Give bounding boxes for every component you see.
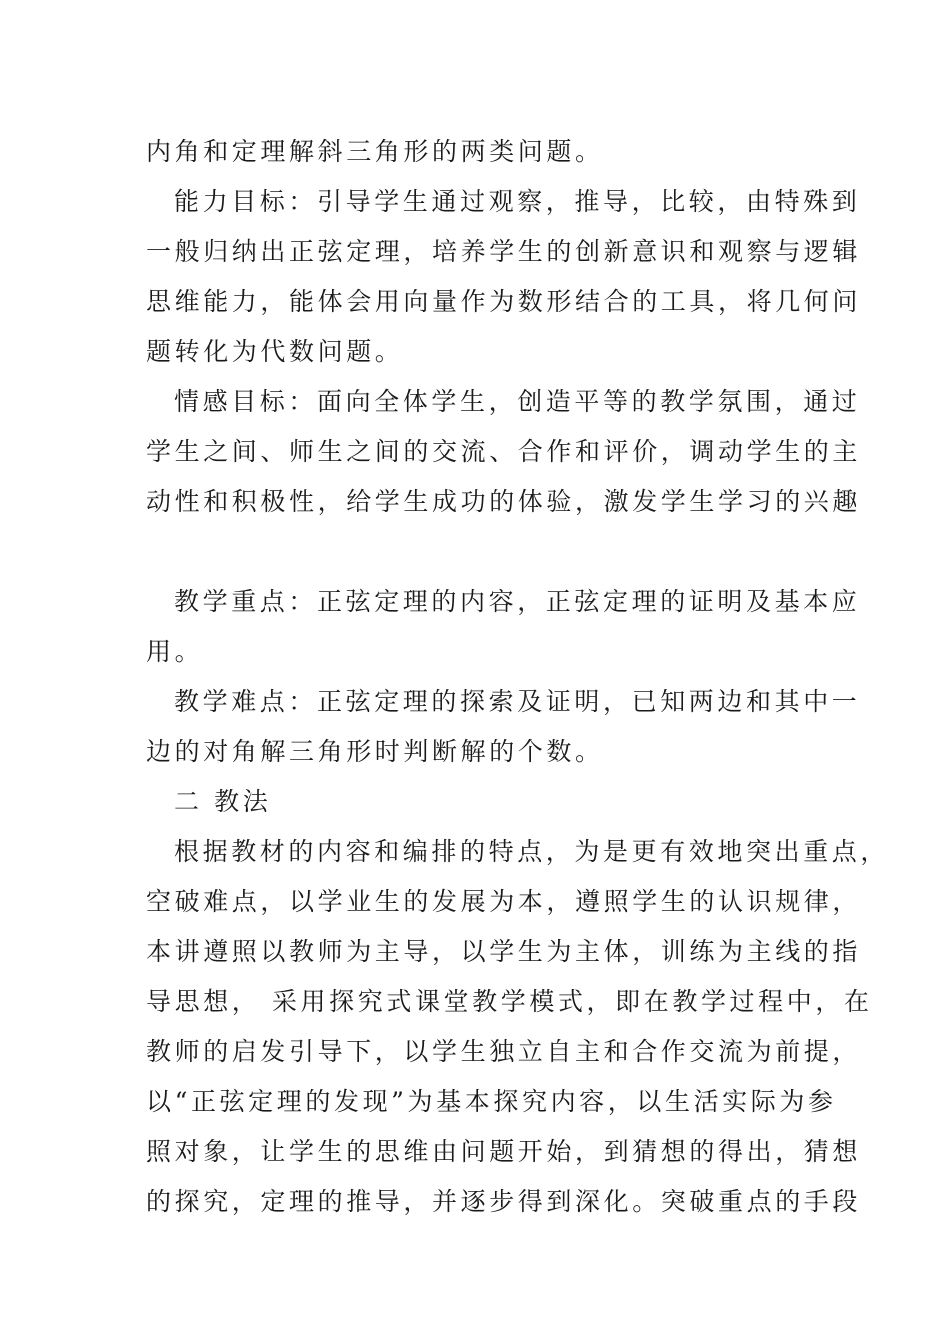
text-line: 导思想， 采用探究式课堂教学模式，即在教学过程中，在 [146,987,873,1016]
text-line: 本讲遵照以教师为主导，以学生为主体，训练为主线的指 [146,937,862,966]
text-line: 题转化为代数问题。 [146,337,404,366]
text-line: 的探究，定理的推导，并逐步得到深化。突破重点的手段 [146,1187,862,1216]
text-line: 边的对角解三角形时判断解的个数。 [146,737,604,766]
text-line: 情感目标：面向全体学生，创造平等的教学氛围，通过 [174,387,861,416]
text-line: 内角和定理解斜三角形的两类问题。 [146,137,604,166]
text-line: 空破难点，以学业生的发展为本，遵照学生的认识规律， [146,887,862,916]
text-line: 能力目标：引导学生通过观察，推导，比较，由特殊到 [174,187,861,216]
text-line: 教学难点：正弦定理的探索及证明，已知两边和其中一 [174,687,861,716]
text-line: 动性和积极性，给学生成功的体验，激发学生学习的兴趣 [146,487,862,516]
section-heading: 二 教法 [174,787,272,816]
text-line: 根据教材的内容和编排的特点，为是更有效地突出重点， [174,837,890,866]
text-line: 学生之间、师生之间的交流、合作和评价，调动学生的主 [146,437,862,466]
text-line: 教学重点：正弦定理的内容，正弦定理的证明及基本应 [174,587,861,616]
text-line: 教师的启发引导下，以学生独立自主和合作交流为前提， [146,1037,862,1066]
text-line: 以“正弦定理的发现”为基本探究内容，以生活实际为参 [146,1087,837,1116]
text-line: 照对象，让学生的思维由问题开始，到猜想的得出，猜想 [146,1137,862,1166]
text-line: 用。 [146,637,204,666]
text-line: 一般归纳出正弦定理，培养学生的创新意识和观察与逻辑 [146,237,862,266]
text-line: 思维能力，能体会用向量作为数形结合的工具，将几何问 [146,287,862,316]
